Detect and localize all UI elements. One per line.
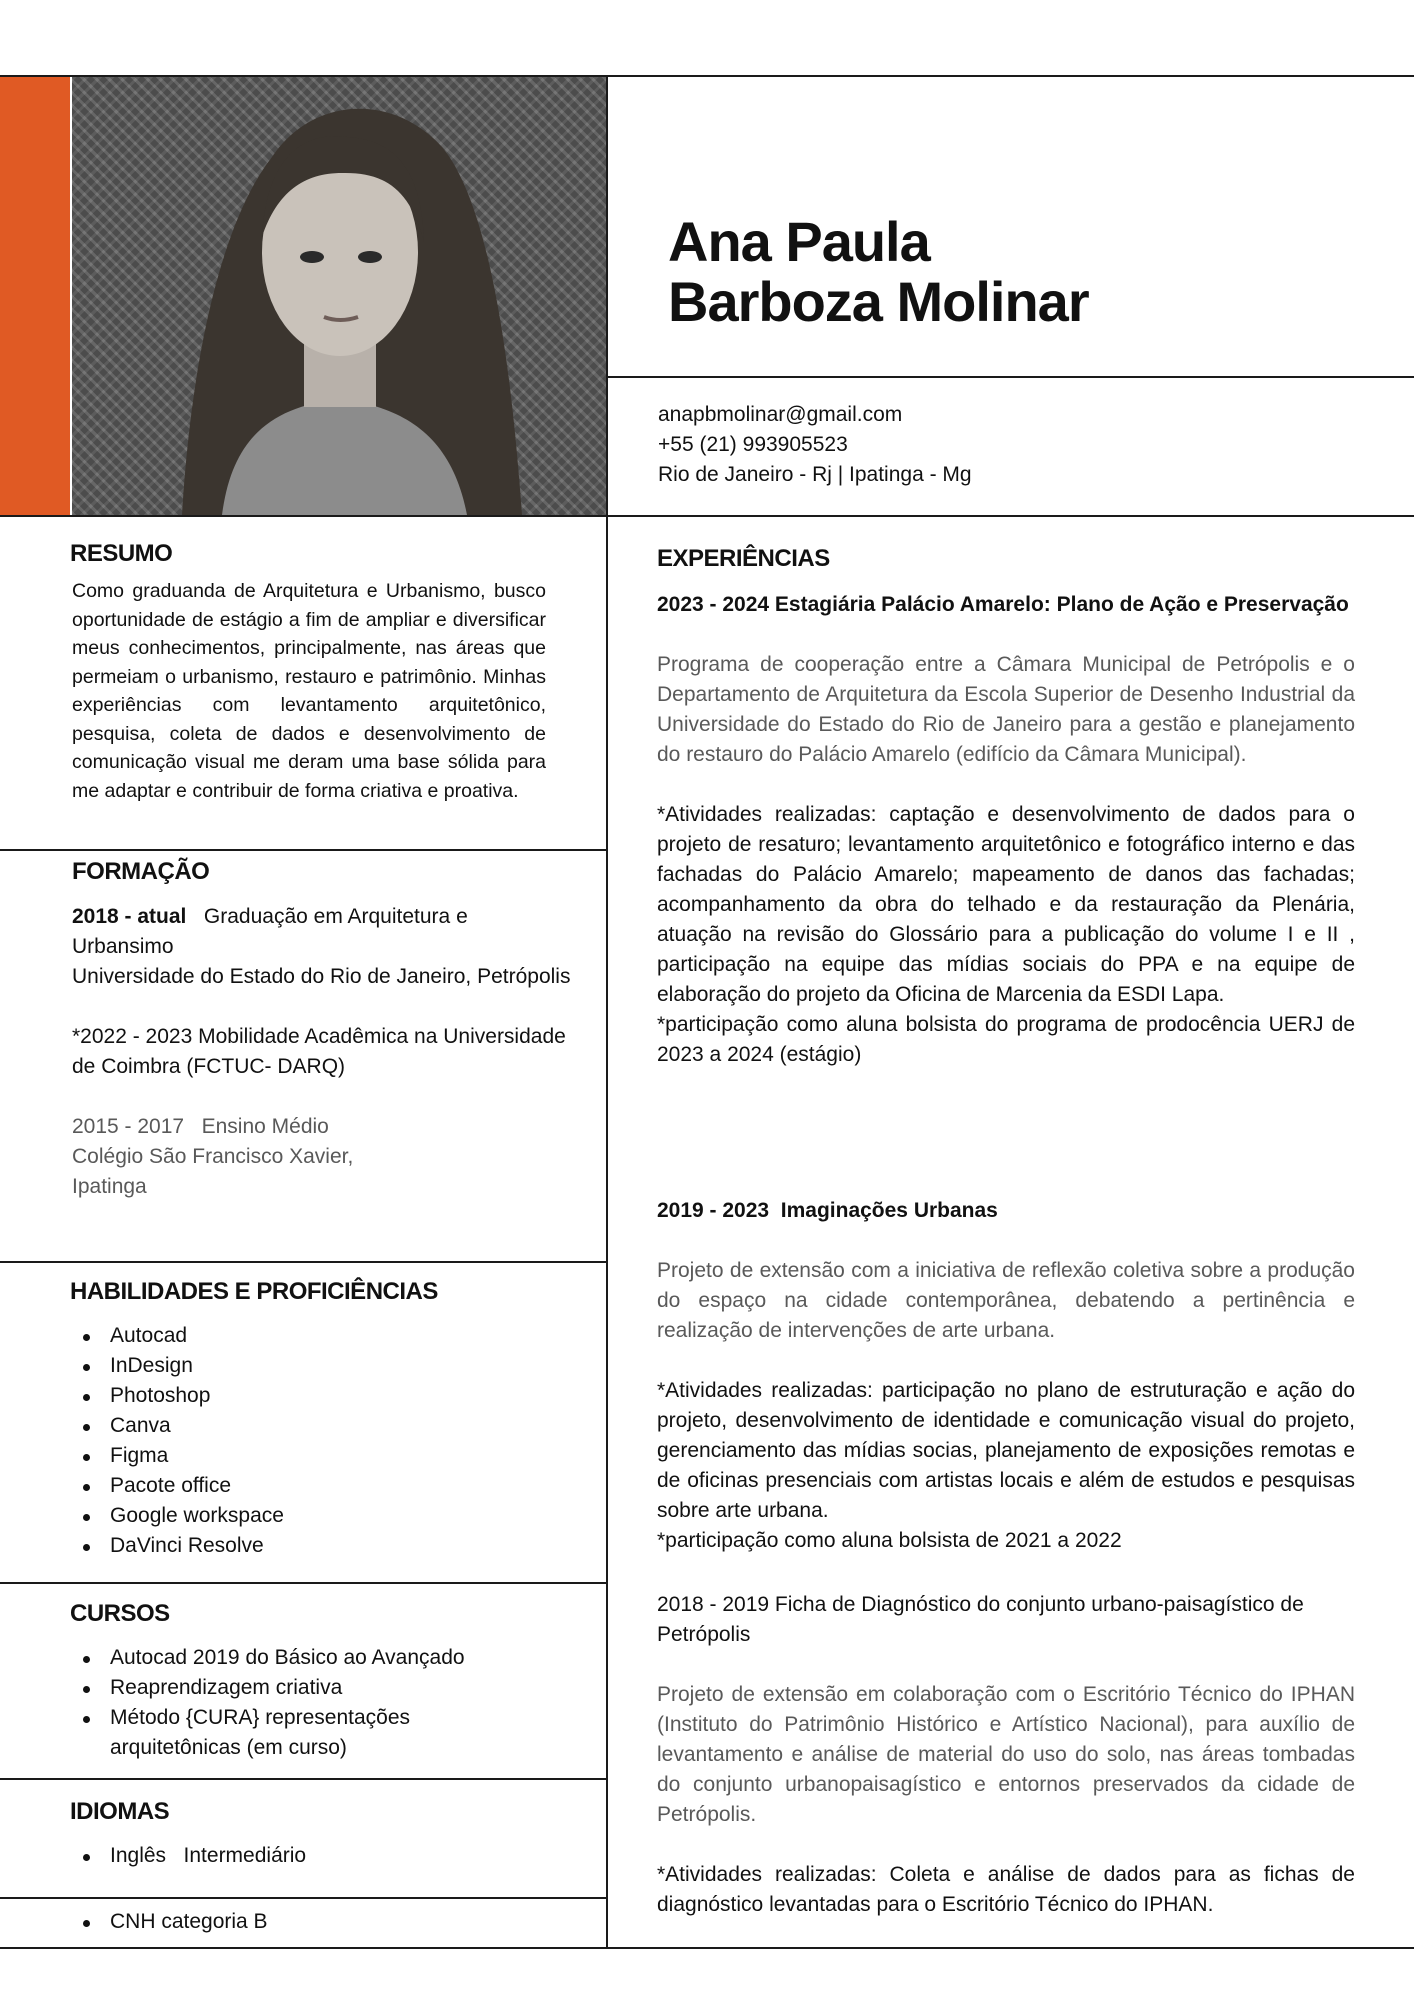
experience-1-description: Programa de cooperação entre a Câmara Municipal de Petrópolis e o Departamento de Arquitetura da Escola Superior de Desenho Industrial da Universidade do Estado do Rio de Janeiro para a gestão e planejamento do restauro do Palácio Amarelo (edifício da Câmara Municipal). — [657, 653, 1355, 766]
cursos-list — [70, 1643, 540, 1763]
cursos-rule — [0, 1778, 607, 1780]
idiomas-heading: IDIOMAS — [70, 1798, 170, 1825]
experience-2-description: Projeto de extensão com a iniciativa de reflexão coletiva sobre a produção do espaço na cidade contemporânea, debatendo a pertinência e realização de intervenções de arte urbana. — [657, 1259, 1355, 1342]
experience-1-activities: *Atividades realizadas: captação e desenvolvimento de dados para o projeto de resaturo; levantamento arquitetônico e fotográfico interno e das fachadas do Palácio Amarelo; mapeamento de danos das fachadas; acompanhamento da obra do telhado e da restauração da Plenária, atuação na revisão do Glossário para a publicação do volume I e II , participação na equipe das mídias sociais do PPA e na equipe de elaboração do projeto da Oficina de Marcenia da ESDI Lapa. — [657, 803, 1355, 1006]
name-line-2: Barboza Molinar — [668, 270, 1089, 333]
skill-item: Autocad — [70, 1321, 590, 1351]
resumo-heading: RESUMO — [70, 540, 173, 567]
graduacao-school: Universidade do Estado do Rio de Janeiro, Petrópolis — [72, 965, 571, 988]
email: anapbmolinar@gmail.com — [658, 403, 903, 426]
experience-1 — [657, 590, 1355, 1070]
graduacao-course: Graduação em Arquitetura e Urbansimo — [72, 905, 468, 958]
idiomas-rule — [0, 1897, 607, 1899]
skill-item: Canva — [70, 1411, 590, 1441]
skill-item: Photoshop — [70, 1381, 590, 1411]
location: Rio de Janeiro - Rj | Ipatinga - Mg — [658, 463, 972, 486]
mobilidade-item: *2022 - 2023 Mobilidade Acadêmica na Universidade de Coimbra (FCTUC- DARQ) — [72, 1025, 566, 1078]
formacao-list — [72, 902, 572, 1202]
experience-2-activities: *Atividades realizadas: participação no plano de estruturação e ação do projeto, desenvolvimento de identidade e comunicação visual do projeto, gerenciamento das mídias socias, planejamento de exposições remotas e de oficinas presenciais com artistas locais e além de estudos e pesquisas sobre arte urbana. — [657, 1379, 1355, 1522]
cursos-heading: CURSOS — [70, 1600, 170, 1627]
resumo-text: Como graduanda de Arquitetura e Urbanismo, busco oportunidade de estágio a fim de ampliar e diversificar meus conhecimentos, principalmente, nas áreas que permeiam o urbanismo, restauro e patrimônio. Minhas experiências com levantamento arquitetônico, pesquisa, coleta de dados e desenvolvimento de comunicação visual me deram uma base sólida para me adaptar e contribuir de forma criativa e proativa. — [72, 580, 546, 802]
ensino-medio-school: Colégio São Francisco Xavier, — [72, 1145, 354, 1168]
habilidades-rule — [0, 1582, 607, 1584]
full-name — [668, 212, 1089, 332]
phone: +55 (21) 993905523 — [658, 433, 848, 456]
bottom-rule — [0, 1947, 1414, 1949]
name-line-1: Ana Paula — [668, 210, 930, 273]
course-item: Autocad 2019 do Básico ao Avançado — [70, 1643, 540, 1673]
skill-item: DaVinci Resolve — [70, 1531, 590, 1561]
experience-2-note: *participação como aluna bolsista de 2021 a 2022 — [657, 1529, 1122, 1552]
experience-3-description: Projeto de extensão em colaboração com o Escritório Técnico do IPHAN (Instituto do Patrimônio Histórico e Artístico Nacional), para auxílio de levantamento e análise de material do uso do solo, nas áreas tombadas do conjunto urbanopaisagístico e entornos preservados da cidade de Petrópolis. — [657, 1683, 1355, 1826]
skill-item: Google workspace — [70, 1501, 590, 1531]
resumo-rule — [0, 849, 607, 851]
habilidades-heading: HABILIDADES E PROFICIÊNCIAS — [70, 1278, 438, 1305]
column-divider — [606, 75, 608, 1949]
profile-photo — [72, 77, 606, 515]
skill-item: Figma — [70, 1441, 590, 1471]
ensino-medio-city: Ipatinga — [72, 1175, 147, 1198]
language-item: Inglês Intermediário — [70, 1841, 570, 1871]
course-item: Reaprendizagem criativa — [70, 1673, 540, 1703]
experience-1-title: 2023 - 2024 Estagiária Palácio Amarelo: Plano de Ação e Preservação — [657, 593, 1349, 616]
formacao-item-graduacao — [72, 902, 572, 962]
formacao-rule — [0, 1261, 607, 1263]
experience-2 — [657, 1196, 1355, 1556]
skill-item: Pacote office — [70, 1471, 590, 1501]
experience-3 — [657, 1590, 1355, 1920]
habilidades-list — [70, 1321, 590, 1561]
experience-3-activities: *Atividades realizadas: Coleta e análise de dados para as fichas de diagnóstico levantadas para o Escritório Técnico do IPHAN. — [657, 1863, 1355, 1916]
course-item: Método {CURA} representações arquitetônicas (em curso) — [70, 1703, 540, 1763]
name-rule — [607, 376, 1414, 378]
contact-info — [658, 400, 972, 490]
skill-item: InDesign — [70, 1351, 590, 1381]
formacao-heading: FORMAÇÃO — [72, 858, 210, 885]
portrait-silhouette — [72, 77, 606, 515]
experiencias-heading: EXPERIÊNCIAS — [657, 545, 830, 572]
header-rule — [0, 515, 1414, 517]
license-item: CNH categoria B — [70, 1907, 570, 1937]
accent-bar — [0, 77, 70, 515]
experience-2-title: 2019 - 2023 Imaginações Urbanas — [657, 1199, 998, 1222]
experience-3-title: 2018 - 2019 Ficha de Diagnóstico do conjunto urbano-paisagístico de Petrópolis — [657, 1593, 1304, 1646]
outros-list — [70, 1907, 570, 1937]
graduacao-period: 2018 - atual — [72, 905, 187, 928]
ensino-medio-title: 2015 - 2017 Ensino Médio — [72, 1115, 329, 1138]
experience-1-note: *participação como aluna bolsista do programa de prodocência UERJ de 2023 a 2024 (estágio) — [657, 1013, 1355, 1066]
idiomas-list — [70, 1841, 570, 1871]
